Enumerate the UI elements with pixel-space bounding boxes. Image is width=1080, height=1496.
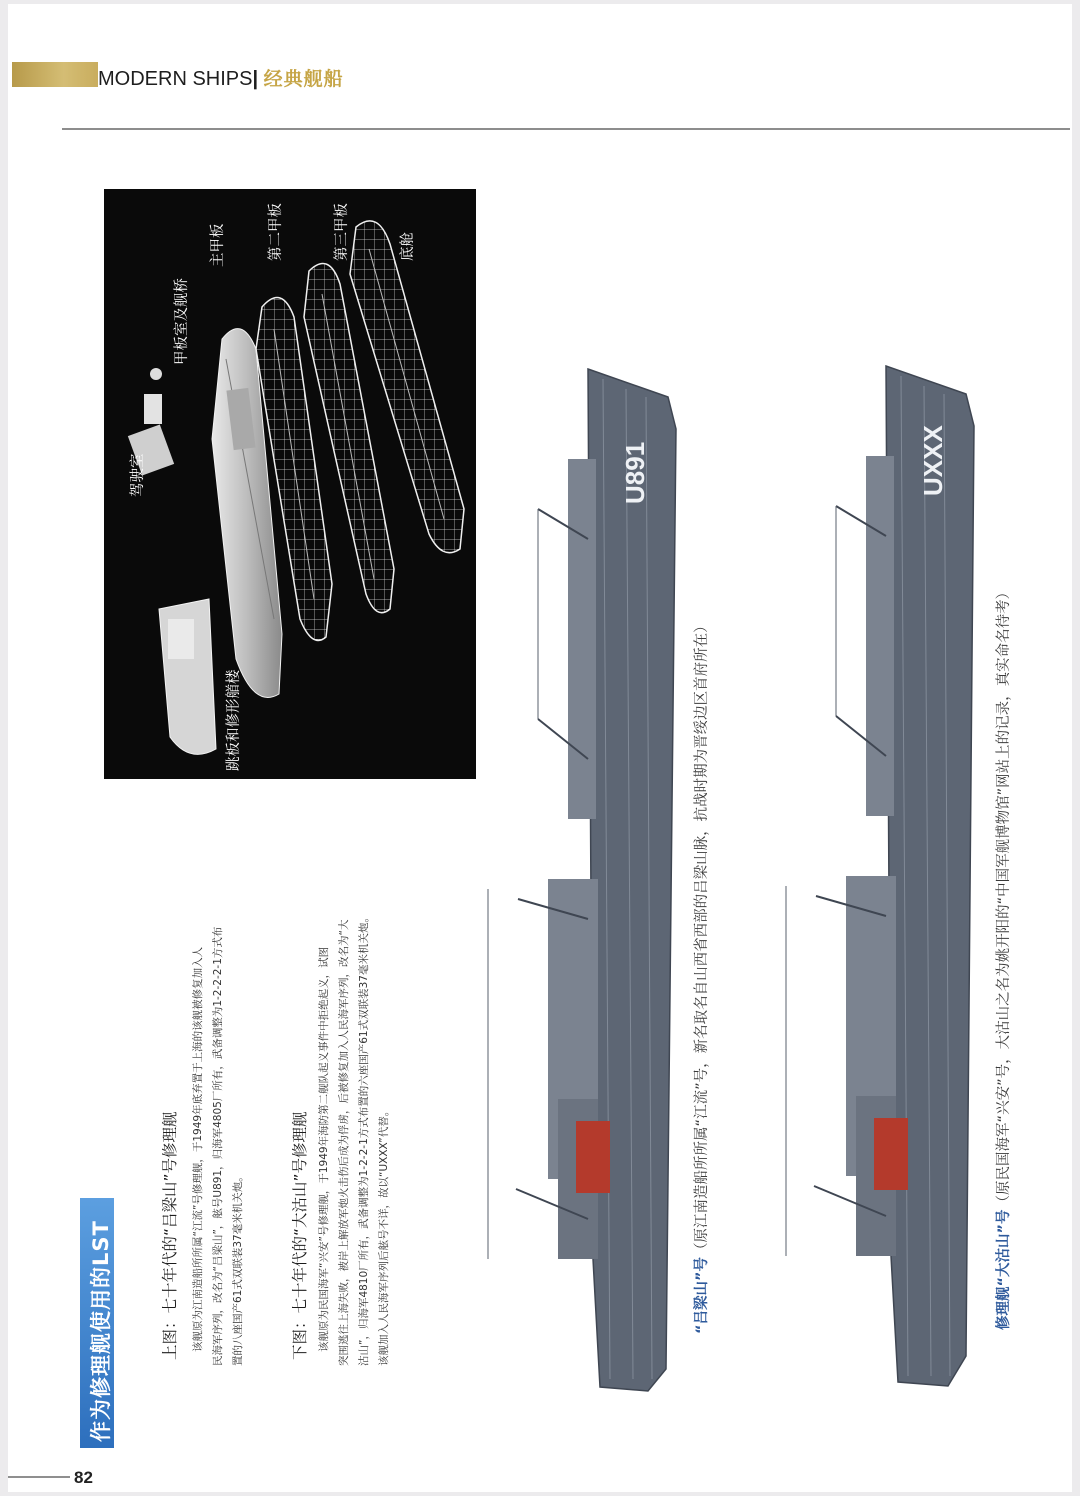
caption-ship2	[992, 585, 1013, 1330]
magazine-page	[8, 4, 1072, 1492]
label-main-deck: 主甲板	[210, 223, 226, 267]
series-title-en: MODERN SHIPS	[98, 68, 253, 90]
hull-number-u891: U891	[620, 441, 650, 504]
rigging	[488, 509, 538, 1259]
running-header	[98, 64, 344, 91]
lifeboat-rack	[874, 1118, 908, 1190]
bow-ramp-module	[159, 599, 216, 754]
label-bottom-hold: 底舱	[400, 232, 416, 261]
ship-side-view-uxxx	[726, 356, 976, 1396]
superstructure	[568, 459, 596, 819]
upper-body-line: 民海军序列，改名为“吕梁山”，舷号U891，归海军4805厂所有，武备调整为1-2-2-2-1方式布	[212, 926, 224, 1366]
exploded-view-illustration	[104, 189, 476, 779]
lower-body-line: 该舰加入人民海军序列后舷号不详，故以“UXXX”代替。	[378, 1105, 390, 1366]
superstructure	[866, 456, 894, 816]
rigging	[786, 506, 836, 1256]
section-title: 作为修理舰使用的LST	[89, 1220, 113, 1442]
upper-body-line: 置的八座国产61式双联装37毫米机关炮。	[232, 1171, 244, 1366]
label-bridge: 驾驶室	[130, 453, 146, 497]
ship-side-view-u891	[428, 359, 678, 1404]
caption-ship1-text: （原江南造船所所属“江流”号，新名取名自山西省西部的吕梁山脉，抗战时期为晋绥边区首府所在）	[694, 618, 710, 1257]
header-separator: |	[252, 68, 259, 90]
page-number: 82	[74, 1468, 93, 1487]
header-gold-bar	[12, 62, 98, 87]
lower-body-line: 该舰原为民国海军“兴安”号修理舰，于1949年海防第二舰队起义事件中拒绝起义，试图	[318, 946, 330, 1352]
upper-body-line: 该舰原为江南造船所所属“江流”号修理舰，于1949年底弃置于上海的该舰被修复加入人	[192, 946, 204, 1352]
upper-heading: 上图：七十年代的“吕梁山”号修理舰	[161, 1111, 179, 1360]
label-second-deck: 第二甲板	[268, 203, 284, 261]
caption-ship2-name: 修理舰“大沽山”号	[996, 1209, 1012, 1330]
caption-ship2-text: （原民国海军“兴安”号，大沽山之名为姚开阳的“中国军舰博物馆”网站上的记录，真实命名待考）	[996, 584, 1012, 1210]
hull-number-uxxx: UXXX	[918, 425, 948, 496]
footer-rule	[8, 1476, 70, 1478]
header-rule	[62, 128, 1070, 130]
series-title-cn: 经典舰船	[263, 68, 344, 90]
caption-ship1-name: “吕梁山”号	[694, 1256, 710, 1334]
lower-body-line: 沽山”，归海军4810厂所有，武备调整为1-2-2-1方式布置的六座国产61式双联装37毫米机关炮。	[358, 912, 370, 1366]
label-deck-house: 甲板室及舰桥	[174, 278, 190, 365]
label-third-deck: 第三甲板	[334, 203, 350, 261]
lower-heading: 下图：七十年代的“大沽山”号修理舰	[291, 1111, 309, 1360]
lifeboat-rack	[576, 1121, 610, 1193]
lower-body-line: 突围逃往上海失败，被岸上解放军炮火击伤后成为俘虏，后被修复加入人民海军序列，改名为“大	[338, 919, 350, 1366]
label-ramp: 跳板和修形艏楼	[226, 669, 242, 771]
caption-ship1	[690, 618, 711, 1334]
exploded-view-photo	[104, 189, 476, 779]
